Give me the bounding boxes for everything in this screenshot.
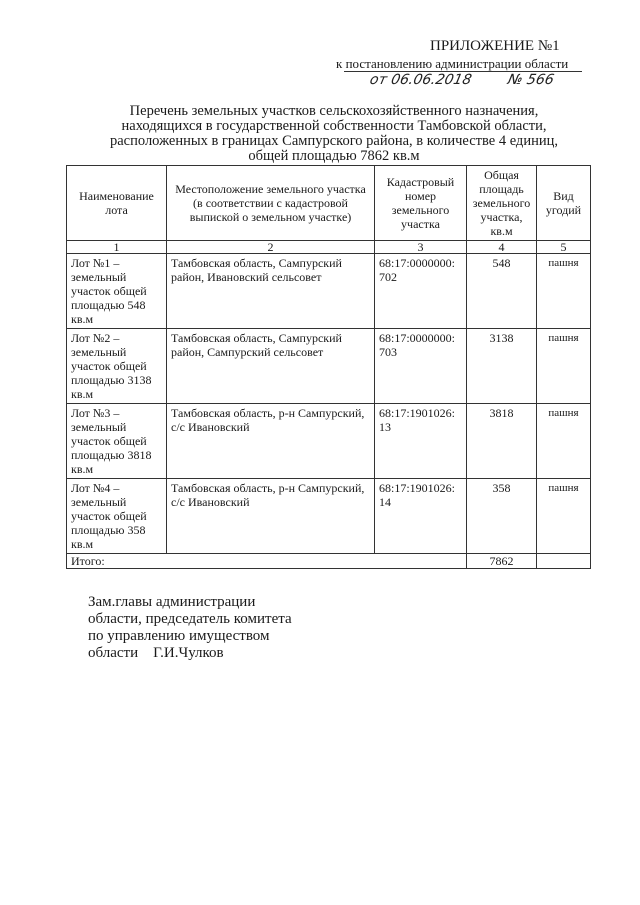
- table-row: [67, 329, 591, 404]
- title-line: Перечень земельных участков сельскохозяйственного назначения,: [129, 103, 539, 119]
- header-lot-name: Наименование лота: [67, 166, 167, 241]
- lot-location: Тамбовская область, р-н Сампурский, с/с Ивановский: [167, 479, 375, 554]
- total-label: Итого:: [67, 554, 467, 569]
- column-number: 5: [537, 241, 591, 254]
- header-area: Общая площадь земельного участка, кв.м: [467, 166, 537, 241]
- lot-cadastral: 68:17:0000000: 702: [375, 254, 467, 329]
- lot-location: Тамбовская область, Сампурский район, Сампурский сельсовет: [167, 329, 375, 404]
- handwritten-number: № 566: [506, 72, 556, 88]
- appendix-title: ПРИЛОЖЕНИЕ №1: [430, 38, 560, 54]
- appendix-subtitle: к постановлению администрации области: [336, 56, 569, 71]
- lot-location: Тамбовская область, р-н Сампурский, с/с Ивановский: [167, 404, 375, 479]
- lot-name: Лот №3 – земельный участок общей площадью 3818 кв.м: [67, 404, 167, 479]
- table-row: [67, 254, 591, 329]
- header-location: Местоположение земельного участка (в соответствии с кадастровой выпиской о земельном участке): [167, 166, 375, 241]
- column-number: 1: [67, 241, 167, 254]
- column-number: 2: [167, 241, 375, 254]
- lot-cadastral: 68:17:1901026: 14: [375, 479, 467, 554]
- header-land-type: Вид угодий: [537, 166, 591, 241]
- lot-name: Лот №4 – земельный участок общей площадью 358 кв.м: [67, 479, 167, 554]
- lot-cadastral: 68:17:0000000: 703: [375, 329, 467, 404]
- signature-block: [88, 594, 292, 662]
- lot-cadastral: 68:17:1901026: 13: [375, 404, 467, 479]
- lot-name: Лот №2 – земельный участок общей площадью 3138 кв.м: [67, 329, 167, 404]
- handwritten-date: от 06.06.2018: [368, 72, 474, 88]
- lot-area: 548: [467, 254, 537, 329]
- header-cadastral: Кадастровый номер земельного участка: [375, 166, 467, 241]
- signature-line: области Г.И.Чулков: [88, 645, 224, 661]
- lot-land-type: пашня: [537, 479, 591, 554]
- lot-land-type: пашня: [537, 254, 591, 329]
- column-number: 3: [375, 241, 467, 254]
- lot-land-type: пашня: [537, 329, 591, 404]
- total-empty-cell: [537, 554, 591, 569]
- total-row: [67, 554, 591, 569]
- title-line: общей площадью 7862 кв.м: [248, 148, 420, 164]
- column-number: 4: [467, 241, 537, 254]
- lot-area: 358: [467, 479, 537, 554]
- total-value: 7862: [467, 554, 537, 569]
- lot-land-type: пашня: [537, 404, 591, 479]
- lot-area: 3818: [467, 404, 537, 479]
- signature-line: по управлению имуществом: [88, 628, 270, 644]
- table-row: [67, 479, 591, 554]
- lot-location: Тамбовская область, Сампурский район, Ивановский сельсовет: [167, 254, 375, 329]
- lot-area: 3138: [467, 329, 537, 404]
- lot-name: Лот №1 – земельный участок общей площадью 548 кв.м: [67, 254, 167, 329]
- title-line: находящихся в государственной собственности Тамбовской области,: [121, 118, 547, 134]
- table-header-row: [67, 166, 591, 241]
- signature-line: области, председатель комитета: [88, 611, 292, 627]
- column-number-row: [67, 241, 591, 254]
- land-plots-table: [66, 165, 591, 569]
- handwritten-date-number: [344, 70, 582, 92]
- signature-line: Зам.главы администрации: [88, 594, 256, 610]
- table-row: [67, 404, 591, 479]
- title-line: расположенных в границах Сампурского района, в количестве 4 единиц,: [110, 133, 558, 149]
- document-title: [94, 104, 574, 164]
